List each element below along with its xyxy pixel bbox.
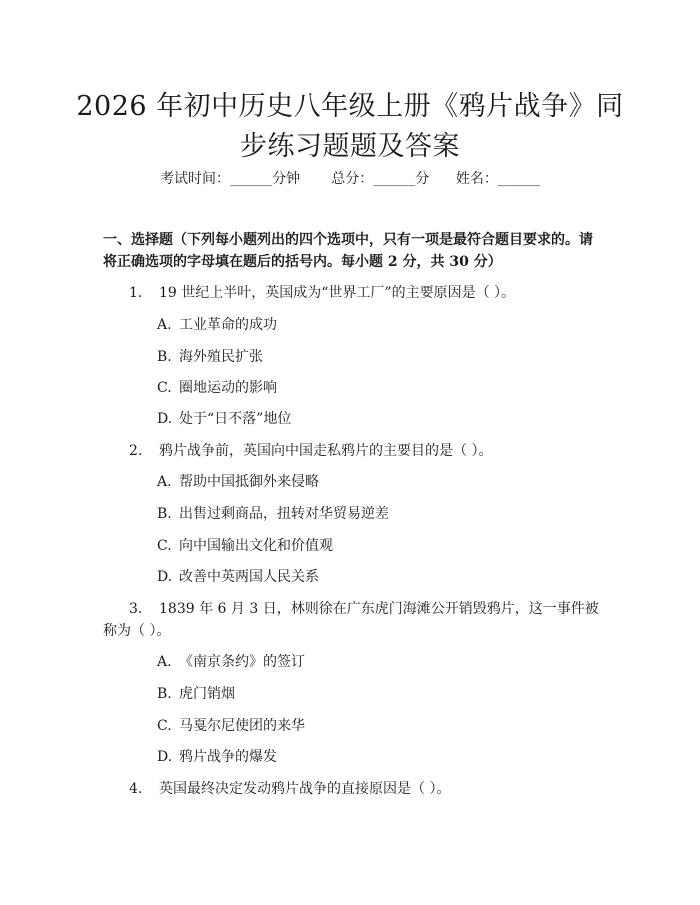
option-letter: B. [157,686,172,702]
question-1 [103,282,603,304]
question-3-option-a [157,652,305,672]
question-number: 3. [129,601,143,617]
option-letter: D. [157,569,173,585]
question-2 [103,440,603,462]
question-4 [103,778,603,800]
exam-meta-line [0,168,700,188]
option-letter: A. [157,654,172,670]
question-number: 4. [129,781,143,797]
question-2-option-c [157,536,333,556]
option-text: 海外殖民扩张 [179,349,263,365]
document-title-line-2: 步练习题题及答案 [240,131,460,162]
question-2-option-d [157,567,319,587]
question-3-option-b [157,684,235,704]
question-stem: 1839 年 6 月 3 日，林则徐在广东虎门海滩公开销毁鸦片，这一事件被称为（ ）。 [103,601,599,639]
option-text: 《南京条约》的签订 [179,654,305,670]
question-3-option-c [157,716,305,736]
option-text: 虎门销烟 [179,686,235,702]
option-letter: B. [157,506,172,522]
option-letter: C. [157,718,172,734]
document-title-line-1: 2026 年初中历史八年级上册《鸦片战争》同 [76,91,624,122]
option-letter: A. [157,317,172,333]
time-label: 考试时间： [160,171,231,187]
option-text: 帮助中国抵御外来侵略 [179,474,319,490]
question-1-option-c [157,378,277,398]
option-text: 工业革命的成功 [179,317,277,333]
option-text: 向中国输出文化和价值观 [179,538,333,554]
option-text: 马戛尔尼使团的来华 [179,718,305,734]
question-stem: 19 世纪上半叶，英国成为“世界工厂”的主要原因是（ ）。 [159,285,516,301]
option-letter: C. [157,538,172,554]
question-1-option-d [157,409,291,429]
option-text: 改善中英两国人民关系 [179,569,319,585]
option-text: 鸦片战争的爆发 [179,749,277,765]
option-letter: B. [157,349,172,365]
option-letter: D. [157,411,173,427]
option-text: 出售过剩商品，扭转对华贸易逆差 [179,506,389,522]
option-letter: D. [157,749,173,765]
question-number: 2. [129,443,143,459]
question-1-option-b [157,347,263,367]
name-blank: ______ [497,171,540,187]
section-heading: 一、选择题（下列每小题列出的四个选项中，只有一项是最符合题目要求的。请将正确选项的字母填在题后的括号内。每小题 2 分，共 30 分） [103,232,593,270]
question-3-option-d [157,747,277,767]
time-blank: ______ [230,171,273,187]
question-stem: 鸦片战争前，英国向中国走私鸦片的主要目的是（ ）。 [159,443,493,459]
question-number: 1. [129,285,143,301]
question-2-option-b [157,504,389,524]
time-unit: 分钟 [272,171,301,187]
question-stem: 英国最终决定发动鸦片战争的直接原因是（ ）。 [159,781,451,797]
score-label: 总分： [331,171,374,187]
question-1-option-a [157,315,277,335]
option-text: 圈地运动的影响 [179,380,277,396]
question-2-option-a [157,472,319,492]
name-label: 姓名： [455,171,498,187]
question-3 [103,598,603,642]
option-letter: A. [157,474,172,490]
option-letter: C. [157,380,172,396]
option-text: 处于“日不落”地位 [179,411,292,427]
score-blank: ______ [373,171,416,187]
score-unit: 分 [415,171,430,187]
